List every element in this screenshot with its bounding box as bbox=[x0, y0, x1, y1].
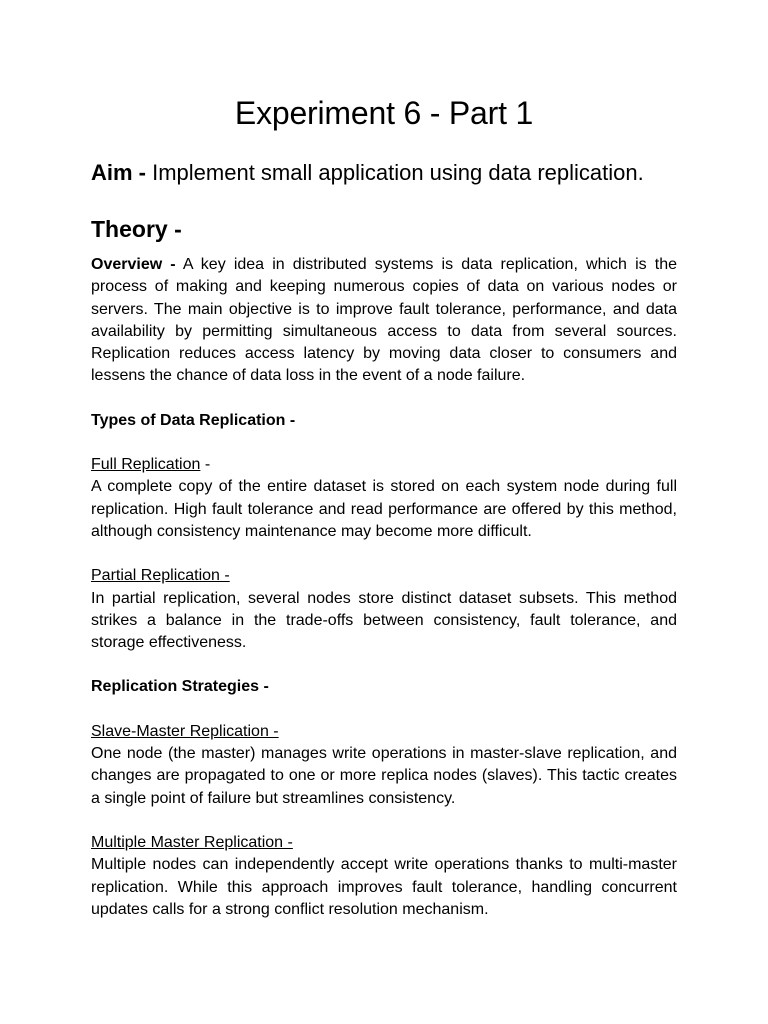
slave-master-text: One node (the master) manages write operations in master-slave replication, and changes are propagated to one or more replica nodes (slaves). This tactic creates a single point of failure but streamlines consistency. bbox=[91, 745, 677, 807]
strategies-heading: Replication Strategies - bbox=[91, 678, 269, 696]
partial-replication-text: In partial replication, several nodes store distinct dataset subsets. This method strikes a balance in the trade-offs between consistency, fault tolerance, and storage effectiveness. bbox=[91, 589, 677, 652]
overview-paragraph bbox=[91, 254, 677, 388]
aim-text: Implement small application using data replication. bbox=[146, 160, 644, 185]
partial-replication-heading bbox=[91, 565, 677, 587]
theory-heading: Theory - bbox=[91, 216, 182, 242]
full-replication-text: A complete copy of the entire dataset is stored on each system node during full replication. High fault tolerance and read performance are offered by this method, although consistency maintenance may become more difficult. bbox=[91, 478, 677, 540]
multi-master-text: Multiple nodes can independently accept write operations thanks to multi-master replication. While this approach improves fault tolerance, handling concurrent updates calls for a strong conflict resolution mechanism. bbox=[91, 856, 677, 918]
multi-master-heading bbox=[91, 832, 677, 854]
full-replication-suffix: - bbox=[200, 456, 211, 474]
multi-master-title: Multiple Master Replication - bbox=[91, 833, 293, 851]
overview-label: Overview - bbox=[91, 256, 176, 273]
overview-text: A key idea in distributed systems is data replication, which is the process of making and keeping numerous copies of data on various nodes or servers. The main objective is to improve fault tolerance, performance, and data availability by permitting simultaneous access to data from several sources. Replication reduces access latency by moving data closer to consumers and lessens the chance of data loss in the event of a node failure. bbox=[91, 256, 677, 385]
slave-master-title: Slave-Master Replication - bbox=[91, 722, 279, 740]
partial-replication-title: Partial Replication - bbox=[91, 567, 230, 585]
full-replication-heading bbox=[91, 454, 677, 476]
slave-master-heading bbox=[91, 721, 677, 743]
types-heading: Types of Data Replication - bbox=[91, 411, 296, 429]
aim-line bbox=[91, 158, 677, 188]
page-title: Experiment 6 - Part 1 bbox=[234, 95, 534, 131]
aim-label: Aim - bbox=[91, 160, 146, 185]
full-replication-title: Full Replication bbox=[91, 456, 201, 474]
